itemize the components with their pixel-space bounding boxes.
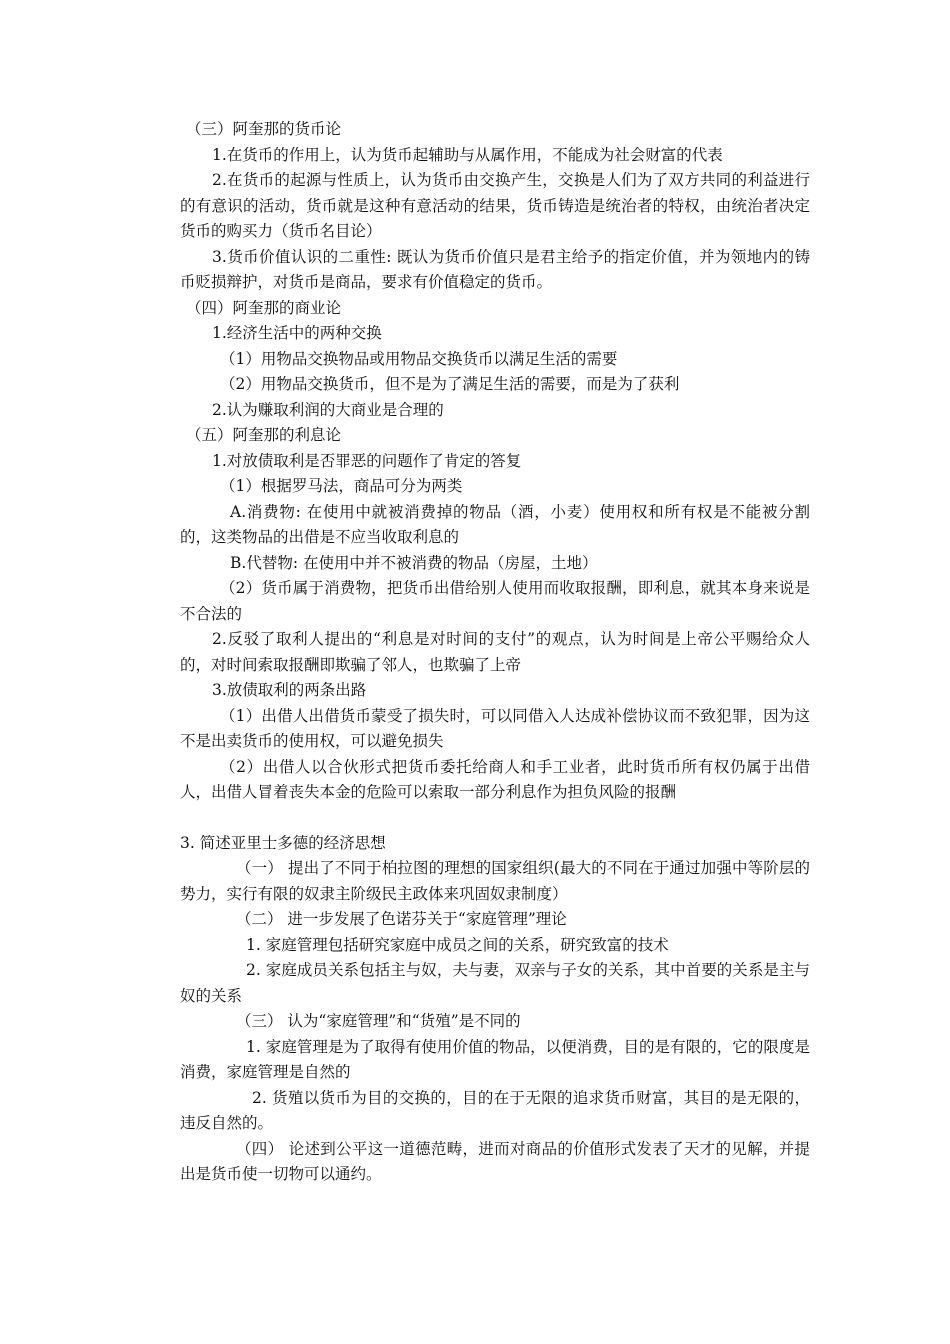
paragraph: 2. 货殖以货币为目的交换的，目的在于无限的追求货币财富，其目的是无限的，违反自然的。	[180, 1088, 810, 1132]
paragraph: （1）出借人出借货币蒙受了损失时，可以同借入人达成补偿协议而不致犯罪，因为这不是出卖货币的使用权，可以避免损失	[180, 706, 810, 750]
paragraph: 1.在货币的作用上，认为货币起辅助与从属作用，不能成为社会财富的代表	[212, 145, 723, 164]
paragraph: （2）用物品交换货币，但不是为了满足生活的需要，而是为了获利	[220, 375, 680, 393]
paragraph: 3.放债取利的两条出路	[212, 681, 367, 699]
paragraph: 1.经济生活中的两种交换	[212, 324, 382, 342]
document-body	[180, 117, 810, 1188]
paragraph: 1. 家庭管理包括研究家庭中成员之间的关系，研究致富的技术	[246, 935, 669, 954]
section-heading-money: （三）阿奎那的货币论	[186, 120, 342, 138]
paragraph: 2.认为赚取利润的大商业是合理的	[212, 400, 444, 419]
paragraph: （2）出借人以合伙形式把货币委托给商人和手工业者，此时货币所有权仍属于出借人，出借人冒着丧失本金的危险可以索取一部分利息作为担负风险的报酬	[180, 757, 810, 801]
section-heading-interest: （五）阿奎那的利息论	[186, 426, 342, 444]
paragraph: （1）根据罗马法，商品可分为两类	[220, 477, 463, 495]
spacer	[180, 806, 810, 831]
paragraph: （一） 提出了不同于柏拉图的理想的国家组织(最大的不同在于通过加强中等阶层的势力，实行有限的奴隶主阶级民主政体来巩固奴隶制度）	[180, 859, 810, 903]
paragraph: 3.货币价值认识的二重性: 既认为货币价值只是君主给予的指定价值，并为领地内的铸币贬损辩护，对货币是商品，要求有价值稳定的货币。	[180, 247, 810, 291]
paragraph: （三） 认为“家庭管理”和“货殖”是不同的	[236, 1012, 521, 1030]
paragraph: （2）货币属于消费物，把货币出借给别人使用而收取报酬，即利息，就其本身来说是不合法的	[180, 579, 810, 623]
paragraph: （二） 进一步发展了色诺芬关于“家庭管理”理论	[236, 910, 567, 928]
paragraph: B.代替物: 在使用中并不被消费的物品（房屋，土地）	[230, 553, 598, 572]
section-heading-commerce: （四）阿奎那的商业论	[186, 298, 342, 317]
paragraph: 1. 家庭管理是为了取得有使用价值的物品，以便消费，目的是有限的，它的限度是消费，家庭管理是自然的	[180, 1037, 810, 1081]
paragraph: 2.反驳了取利人提出的“利息是对时间的支付”的观点，认为时间是上帝公平赐给众人的，对时间索取报酬即欺骗了邻人，也欺骗了上帝	[180, 630, 810, 674]
paragraph: （1）用物品交换物品或用物品交换货币以满足生活的需要	[220, 349, 618, 368]
paragraph: 1.对放债取利是否罪恶的问题作了肯定的答复	[212, 451, 522, 470]
paragraph: （四） 论述到公平这一道德范畴，进而对商品的价值形式发表了天才的见解，并提出是货币使一切物可以通约。	[180, 1139, 810, 1183]
paragraph: A.消费物: 在使用中就被消费掉的物品（酒，小麦）使用权和所有权是不能被分割的，这类物品的出借是不应当收取利息的	[180, 502, 810, 546]
paragraph: 2.在货币的起源与性质上，认为货币由交换产生，交换是人们为了双方共同的利益进行的有意识的活动，货币就是这种有意活动的结果，货币铸造是统治者的特权，由统治者决定货币的购买力（货币名目论）	[180, 171, 810, 240]
question-heading-aristotle: 3. 简述亚里士多德的经济思想	[180, 833, 386, 852]
paragraph: 2. 家庭成员关系包括主与奴，夫与妻，双亲与子女的关系，其中首要的关系是主与奴的关系	[180, 961, 810, 1005]
